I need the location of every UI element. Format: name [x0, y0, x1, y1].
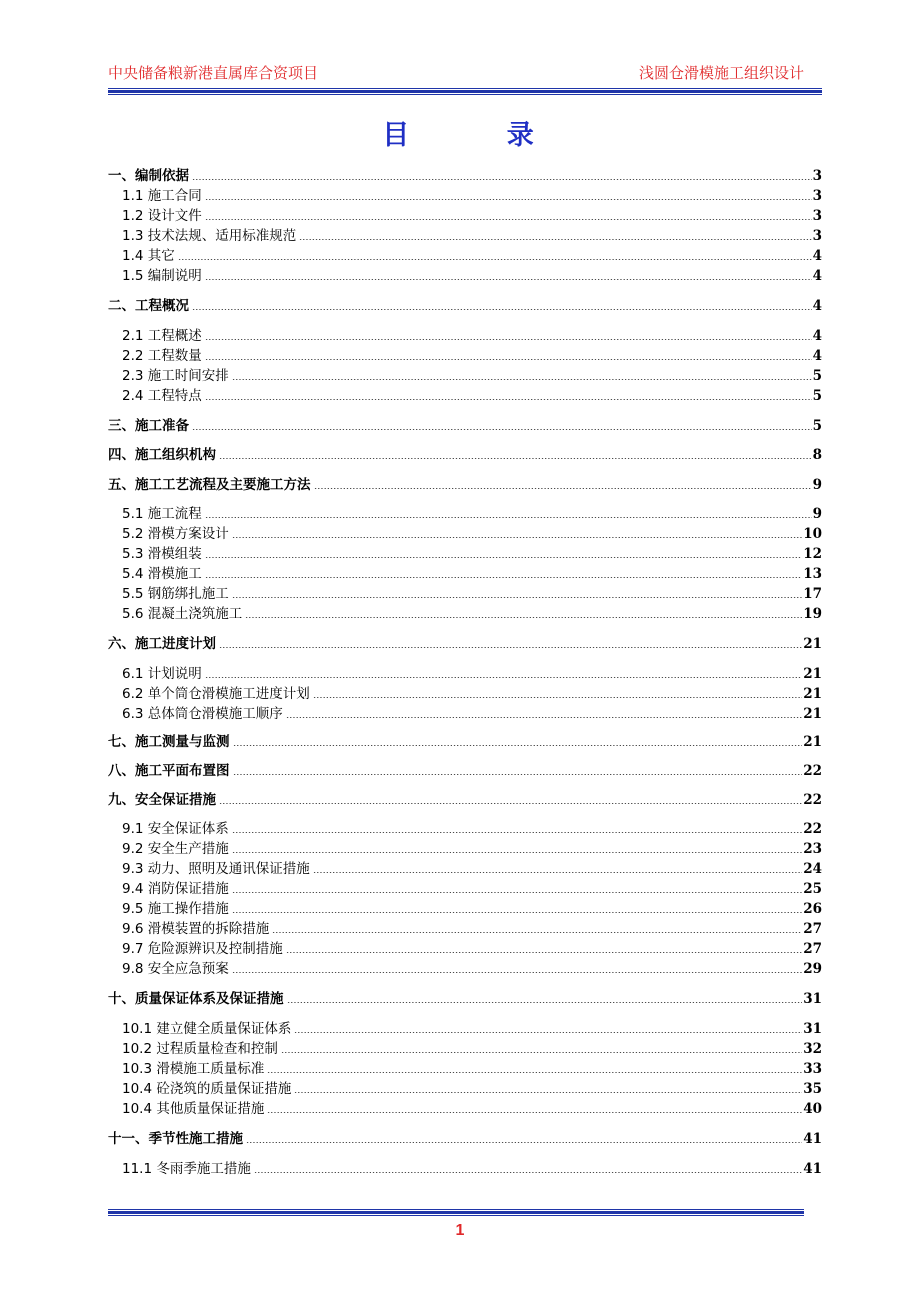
toc-dot-leader: [205, 339, 812, 340]
toc-entry-page: 12: [803, 546, 822, 562]
toc-section-entry[interactable]: [122, 384, 822, 404]
header-rule: [108, 88, 822, 95]
page-number: 1: [455, 1222, 465, 1239]
toc-entry-title: 三、施工准备: [108, 418, 189, 434]
toc-dot-leader: [205, 359, 812, 360]
toc-entry-page: 21: [803, 706, 822, 722]
toc-section-entry[interactable]: [122, 957, 822, 977]
header-document-name: 浅圆仓滑模施工组织设计: [638, 64, 804, 82]
toc-section-entry[interactable]: [122, 682, 822, 702]
toc-section-entry[interactable]: [122, 937, 822, 957]
toc-dot-leader: [286, 952, 802, 953]
toc-dot-leader: [205, 517, 812, 518]
toc-entry-title: 10.1 建立健全质量保证体系: [122, 1021, 292, 1037]
toc-entry-page: 21: [803, 686, 822, 702]
toc-chapter-entry[interactable]: [108, 473, 822, 493]
toc-entry-title: 9.5 施工操作措施: [122, 901, 229, 917]
toc-entry-page: 21: [803, 734, 822, 750]
toc-chapter-entry[interactable]: [108, 987, 822, 1007]
toc-entry-page: 31: [803, 991, 822, 1007]
toc-entry-page: 41: [803, 1161, 822, 1177]
toc-dot-leader: [281, 1052, 802, 1053]
toc-entry-page: 27: [803, 921, 822, 937]
toc-chapter-entry[interactable]: [108, 294, 822, 314]
toc-entry-title: 1.3 技术法规、适用标准规范: [122, 228, 297, 244]
toc-entry-page: 21: [803, 636, 822, 652]
toc-section-entry[interactable]: [122, 1097, 822, 1117]
toc-dot-leader: [287, 1002, 803, 1003]
toc-entry-title: 1.5 编制说明: [122, 268, 202, 284]
toc-section-entry[interactable]: [122, 324, 822, 344]
toc-entry-title: 2.2 工程数量: [122, 348, 202, 364]
toc-chapter-entry[interactable]: [108, 414, 822, 434]
toc-section-entry[interactable]: [122, 877, 822, 897]
toc-dot-leader: [219, 647, 802, 648]
toc-entry-page: 5: [812, 368, 822, 384]
toc-section-entry[interactable]: [122, 662, 822, 682]
toc-entry-title: 6.3 总体筒仓滑模施工顺序: [122, 706, 283, 722]
toc-entry-page: 4: [812, 268, 822, 284]
toc-section-entry[interactable]: [122, 857, 822, 877]
toc-entry-title: 9.8 安全应急预案: [122, 961, 229, 977]
toc-entry-page: 24: [803, 861, 822, 877]
toc-section-entry[interactable]: [122, 1157, 822, 1177]
toc-entry-page: 4: [812, 348, 822, 364]
toc-section-entry[interactable]: [122, 502, 822, 522]
toc-section-entry[interactable]: [122, 897, 822, 917]
toc-entry-page: 23: [803, 841, 822, 857]
toc-dot-leader: [205, 557, 802, 558]
toc-entry-page: 4: [812, 328, 822, 344]
toc-entry-page: 22: [803, 821, 822, 837]
toc-section-entry[interactable]: [122, 817, 822, 837]
toc-entry-title: 八、施工平面布置图: [108, 763, 230, 779]
toc-entry-title: 5.2 滑模方案设计: [122, 526, 229, 542]
toc-entry-title: 2.1 工程概述: [122, 328, 202, 344]
toc-section-entry[interactable]: [122, 837, 822, 857]
toc-entry-page: 40: [803, 1101, 822, 1117]
toc-entry-title: 2.3 施工时间安排: [122, 368, 229, 384]
toc-entry-title: 10.4 砼浇筑的质量保证措施: [122, 1081, 292, 1097]
toc-entry-page: 29: [803, 961, 822, 977]
toc-entry-title: 一、编制依据: [108, 168, 189, 184]
toc-entry-page: 3: [812, 228, 822, 244]
toc-entry-title: 2.4 工程特点: [122, 388, 202, 404]
toc-entry-page: 5: [812, 418, 822, 434]
toc-entry-title: 七、施工测量与监测: [108, 734, 230, 750]
toc-entry-title: 9.1 安全保证体系: [122, 821, 229, 837]
toc-dot-leader: [192, 309, 812, 310]
toc-dot-leader: [232, 379, 812, 380]
toc-section-entry[interactable]: [122, 1057, 822, 1077]
toc-section-entry[interactable]: [122, 1077, 822, 1097]
toc-dot-leader: [192, 179, 812, 180]
toc-entry-title: 5.6 混凝土浇筑施工: [122, 606, 243, 622]
toc-dot-leader: [192, 429, 812, 430]
toc-chapter-entry[interactable]: [108, 443, 822, 463]
toc-dot-leader: [219, 803, 802, 804]
toc-entry-page: 32: [803, 1041, 822, 1057]
toc-entry-page: 31: [803, 1021, 822, 1037]
toc-section-entry[interactable]: [122, 1037, 822, 1057]
toc-entry-title: 1.4 其它: [122, 248, 175, 264]
toc-entry-page: 10: [803, 526, 822, 542]
toc-entry-title: 十一、季节性施工措施: [108, 1131, 243, 1147]
header-project-name: 中央储备粮新港直属库合资项目: [108, 64, 319, 82]
footer-rule: [108, 1209, 804, 1216]
toc-entry-page: 17: [803, 586, 822, 602]
toc-entry-title: 6.1 计划说明: [122, 666, 202, 682]
toc-section-entry[interactable]: [122, 184, 822, 204]
toc-section-entry[interactable]: [122, 264, 822, 284]
toc-dot-leader: [232, 892, 802, 893]
toc-entry-title: 1.2 设计文件: [122, 208, 202, 224]
toc-dot-leader: [232, 912, 802, 913]
toc-dot-leader: [205, 399, 812, 400]
toc-entry-title: 5.4 滑模施工: [122, 566, 202, 582]
toc-section-entry[interactable]: [122, 244, 822, 264]
toc-entry-title: 1.1 施工合同: [122, 188, 202, 204]
toc-chapter-entry[interactable]: [108, 1127, 822, 1147]
toc-chapter-entry[interactable]: [108, 759, 822, 779]
toc-section-entry[interactable]: [122, 204, 822, 224]
toc-dot-leader: [246, 1142, 802, 1143]
toc-chapter-entry[interactable]: [108, 788, 822, 808]
toc-section-entry[interactable]: [122, 344, 822, 364]
toc-dot-leader: [205, 279, 812, 280]
toc-dot-leader: [205, 199, 812, 200]
toc-dot-leader: [232, 852, 802, 853]
toc-section-entry[interactable]: [122, 917, 822, 937]
toc-section-entry[interactable]: [122, 1017, 822, 1037]
toc-dot-leader: [232, 537, 802, 538]
toc-entry-page: 3: [812, 208, 822, 224]
toc-entry-title: 6.2 单个筒仓滑模施工进度计划: [122, 686, 310, 702]
toc-entry-title: 10.2 过程质量检查和控制: [122, 1041, 278, 1057]
toc-entry-page: 27: [803, 941, 822, 957]
toc-dot-leader: [205, 677, 802, 678]
toc-dot-leader: [294, 1092, 802, 1093]
toc-entry-title: 五、施工工艺流程及主要施工方法: [108, 477, 311, 493]
toc-entry-title: 5.5 钢筋绑扎施工: [122, 586, 229, 602]
toc-section-entry[interactable]: [122, 542, 822, 562]
toc-entry-title: 十、质量保证体系及保证措施: [108, 991, 284, 1007]
toc-dot-leader: [267, 1112, 802, 1113]
toc-entry-title: 九、安全保证措施: [108, 792, 216, 808]
toc-entry-page: 22: [803, 792, 822, 808]
toc-dot-leader: [232, 972, 802, 973]
toc-dot-leader: [232, 597, 802, 598]
toc-entry-title: 10.3 滑模施工质量标准: [122, 1061, 265, 1077]
toc-section-entry[interactable]: [122, 224, 822, 244]
toc-entry-page: 9: [812, 506, 822, 522]
toc-entry-page: 21: [803, 666, 822, 682]
toc-entry-page: 9: [812, 477, 822, 493]
toc-entry-title: 9.4 消防保证措施: [122, 881, 229, 897]
toc-section-entry[interactable]: [122, 364, 822, 384]
toc-section-entry[interactable]: [122, 702, 822, 722]
toc-entry-page: 13: [803, 566, 822, 582]
toc-section-entry[interactable]: [122, 522, 822, 542]
toc-entry-title: 11.1 冬雨季施工措施: [122, 1161, 251, 1177]
toc-entry-page: 5: [812, 388, 822, 404]
toc-chapter-entry[interactable]: [108, 632, 822, 652]
toc-entry-title: 9.6 滑模装置的拆除措施: [122, 921, 270, 937]
toc-entry-title: 9.2 安全生产措施: [122, 841, 229, 857]
toc-dot-leader: [272, 932, 802, 933]
toc-entry-title: 5.1 施工流程: [122, 506, 202, 522]
toc-entry-page: 3: [812, 188, 822, 204]
toc-chapter-entry[interactable]: [108, 164, 822, 184]
toc-entry-page: 4: [812, 248, 822, 264]
toc-dot-leader: [178, 259, 812, 260]
toc-dot-leader: [219, 458, 812, 459]
toc-entry-title: 9.7 危险源辨识及控制措施: [122, 941, 283, 957]
toc-dot-leader: [254, 1172, 802, 1173]
toc-dot-leader: [233, 774, 803, 775]
toc-dot-leader: [314, 488, 812, 489]
toc-dot-leader: [232, 832, 802, 833]
toc-section-entry[interactable]: [122, 562, 822, 582]
toc-entry-page: 3: [812, 168, 822, 184]
toc-entry-page: 19: [803, 606, 822, 622]
toc-dot-leader: [205, 577, 802, 578]
toc-entry-title: 10.4 其他质量保证措施: [122, 1101, 265, 1117]
toc-dot-leader: [205, 219, 812, 220]
toc-dot-leader: [286, 717, 802, 718]
toc-dot-leader: [233, 745, 803, 746]
toc-dot-leader: [313, 697, 802, 698]
toc-entry-page: 25: [803, 881, 822, 897]
toc-entry-title: 四、施工组织机构: [108, 447, 216, 463]
toc-dot-leader: [299, 239, 811, 240]
toc-chapter-entry[interactable]: [108, 730, 822, 750]
toc-entry-page: 8: [812, 447, 822, 463]
toc-entry-title: 9.3 动力、照明及通讯保证措施: [122, 861, 310, 877]
toc-entry-page: 33: [803, 1061, 822, 1077]
toc-entry-page: 41: [803, 1131, 822, 1147]
toc-entry-page: 4: [812, 298, 822, 314]
toc-entry-page: 22: [803, 763, 822, 779]
toc-dot-leader: [294, 1032, 802, 1033]
toc-entry-page: 35: [803, 1081, 822, 1097]
toc-dot-leader: [267, 1072, 802, 1073]
toc-entry-title: 二、工程概况: [108, 298, 189, 314]
toc-dot-leader: [245, 617, 802, 618]
page-header: [108, 62, 822, 84]
toc-entry-title: 5.3 滑模组装: [122, 546, 202, 562]
toc-section-entry[interactable]: [122, 582, 822, 602]
toc-entry-title: 六、施工进度计划: [108, 636, 216, 652]
toc-title: 目 录: [382, 120, 578, 151]
toc-entry-page: 26: [803, 901, 822, 917]
toc-dot-leader: [313, 872, 802, 873]
toc-section-entry[interactable]: [122, 602, 822, 622]
